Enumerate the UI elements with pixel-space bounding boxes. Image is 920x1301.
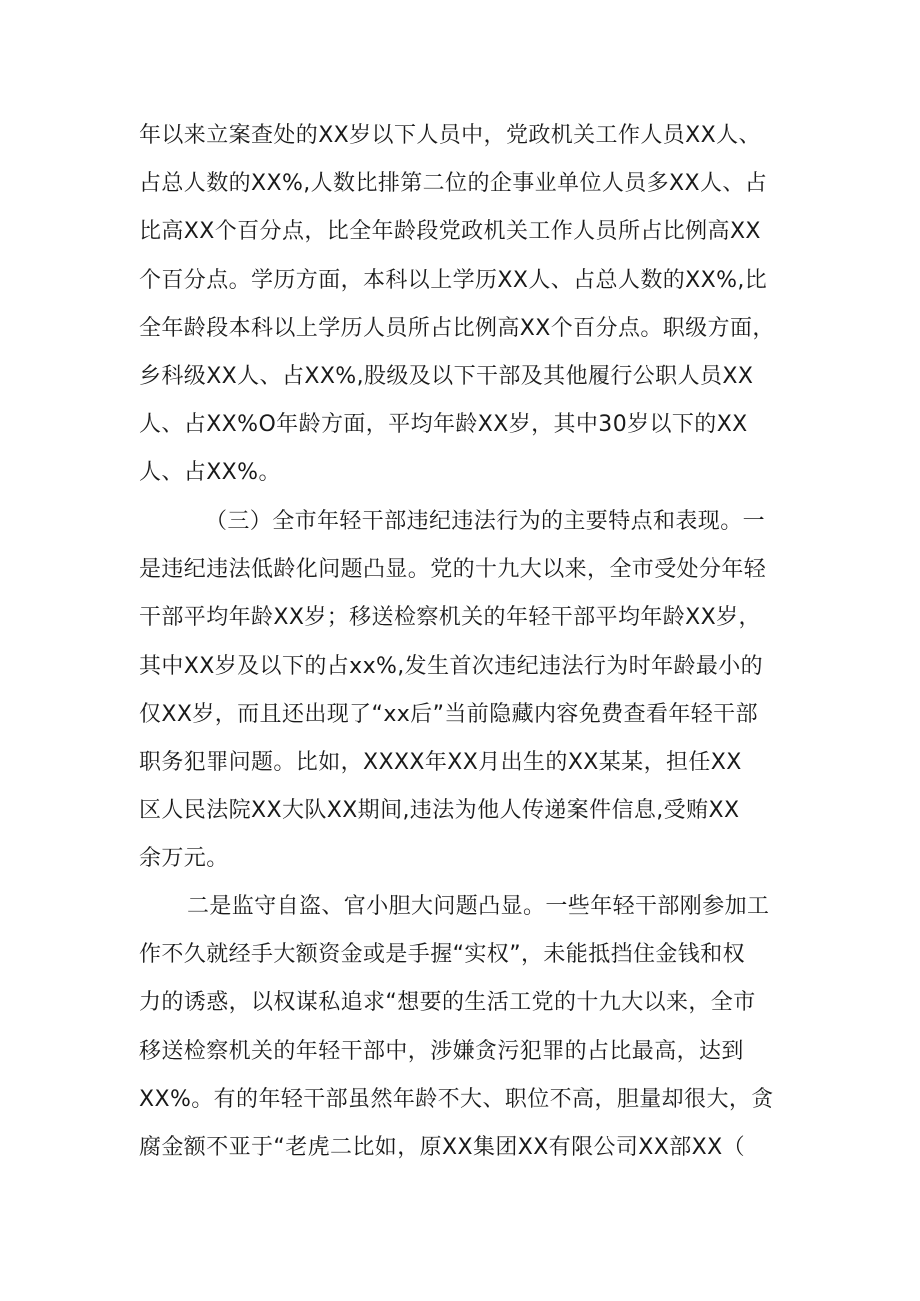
paragraph-line: 移送检察机关的年轻干部中，涉嫌贪污犯罪的占比最高，达到	[139, 1038, 744, 1064]
paragraph-line: 区人民法院XX大队XX期间,违法为他人传递案件信息,受贿XX	[139, 798, 740, 824]
paragraph-line: （三）全市年轻干部违纪违法行为的主要特点和表现。一	[205, 509, 766, 534]
paragraph-line: 乡科级XX人、占XX%,股级及以下干部及其他履行公职人员XX	[139, 363, 754, 389]
paragraph-line: 年以来立案查处的XX岁以下人员中，党政机关工作人员XX人、	[139, 123, 761, 148]
paragraph-line: 腐金额不亚于“老虎二比如，原XX集团XX有限公司XX部XX（	[139, 1134, 745, 1160]
paragraph-line: 余万元。	[139, 846, 229, 872]
paragraph-3	[139, 883, 789, 1172]
paragraph-2	[139, 498, 789, 884]
paragraph-1	[139, 112, 789, 498]
paragraph-line: 干部平均年龄XX岁；移送检察机关的年轻干部平均年龄XX岁，	[139, 605, 761, 631]
paragraph-line: 全年龄段本科以上学历人员所占比例高XX个百分点。职级方面，	[139, 315, 775, 341]
paragraph-line: 是违纪违法低龄化问题凸显。党的十九大以来，全市受处分年轻	[139, 557, 767, 583]
paragraph-line: 二是监守自盗、官小胆大问题凸显。一些年轻干部刚参加工	[187, 894, 770, 919]
paragraph-line: 职务犯罪问题。比如，XXXX年XX月出生的XX某某，担任XX	[139, 749, 742, 775]
paragraph-line: 其中XX岁及以下的占xx%,发生首次违纪违法行为时年龄最小的	[139, 653, 764, 679]
paragraph-line: 占总人数的XX%,人数比排第二位的企事业单位人员多XX人、占	[139, 171, 768, 197]
paragraph-line: 个百分点。学历方面，本科以上学历XX人、占总人数的XX%,比	[139, 267, 768, 293]
paragraph-line: 力的诱惑，以权谋私追求“想要的生活工党的十九大以来，全市	[139, 990, 756, 1016]
paragraph-line: 人、占XX%O年龄方面，平均年龄XX岁，其中30岁以下的XX	[139, 412, 748, 438]
paragraph-line: 仅XX岁，而且还出现了“xx后”当前隐藏内容免费查看年轻干部	[139, 701, 758, 727]
paragraph-line: XX%。有的年轻干部虽然年龄不大、职位不高，胆量却很大，贪	[139, 1086, 774, 1112]
paragraph-line: 作不久就经手大额资金或是手握“实权”，未能抵挡住金钱和权	[139, 942, 745, 968]
paragraph-line: 人、占XX%。	[139, 460, 281, 486]
paragraph-line: 比高XX个百分点，比全年龄段党政机关工作人员所占比例高XX	[139, 219, 761, 245]
